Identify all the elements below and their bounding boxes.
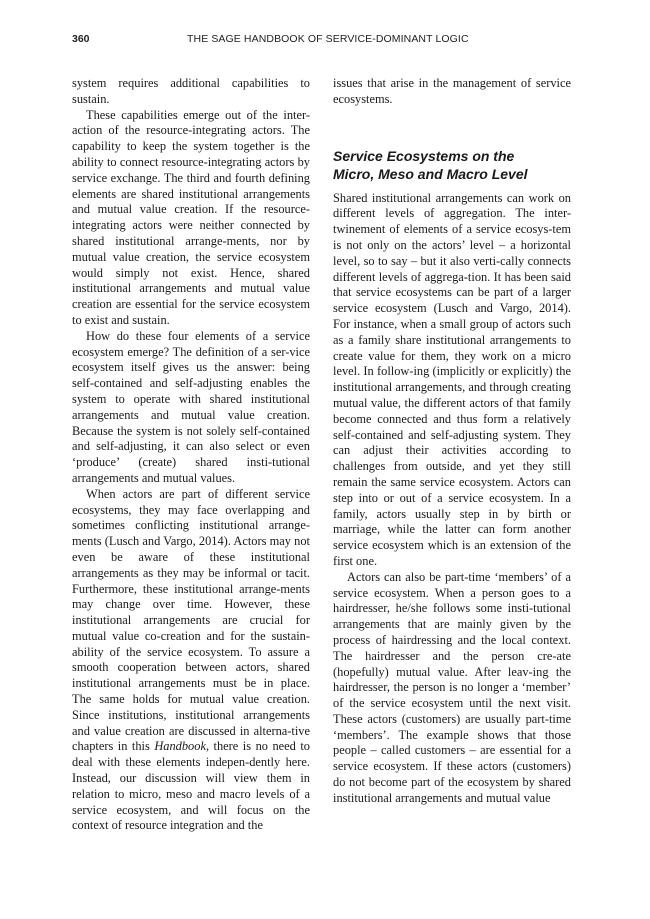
page-number: 360 <box>72 33 90 45</box>
paragraph-text: , there is no need to deal with these elements indepen-dently here. Instead, our discussion will view them in relation to micro, meso and macro levels of a service ecosystem, and will focus on the context of resource integration and the <box>72 739 310 833</box>
right-column <box>333 76 571 807</box>
paragraph: How do these four elements of a service ecosystem emerge? The definition of a ser-vice ecosystem itself gives us the answer: being self-contained and self-adjusting enables the system to operate with shared institutional arrangements and mutual value creation. Because the system is not solely self-contained and self-adjusting, it can also select or even ‘produce’ (create) shared insti-tutional arrangements and mutual values. <box>72 328 310 485</box>
paragraph <box>72 487 310 835</box>
paragraph-text: When actors are part of different service ecosystems, they may face overlapping and sometimes conflicting institutional arrange-ments (Lusch and Vargo, 2014). Actors may not even be aware of these institutional arrangements as they may be informal or tacit. Furthermore, these institutional arrange-ments may change over time. However, these institutional arrangements are crucial for mutual value co-creation and for the sustain-ability of the service ecosystem. To assure a smooth cooperation between actors, shared institutional arrangements must be in place. The same holds for mutual value creation. Since institutions, institutional arrangements and value creation are discussed in alterna-tive chapters in this <box>72 486 310 754</box>
section-heading-line: Service Ecosystems on the <box>333 147 515 164</box>
left-column <box>72 76 310 834</box>
paragraph: These capabilities emerge out of the inter-action of the resource-integrating actors. The capability to keep the system together is the ability to connect resource-integrating actors by service exchange. The third and fourth defining elements are shared institutional arrangements and mutual value creation. If the resource-integrating actors were neither connected by shared institutional arrange-ments, nor by mutual value creation, the service ecosystem would simply not exist. Hence, shared institutional arrangements and mutual value creation are essential for the service ecosystem to exist and sustain. <box>72 107 310 327</box>
running-title: THE SAGE HANDBOOK OF SERVICE-DOMINANT LOGIC <box>187 33 469 45</box>
paragraph: system requires additional capabilities to sustain. <box>72 76 310 106</box>
page-header <box>72 33 577 53</box>
section-heading <box>333 147 571 184</box>
italic-title: Handbook <box>154 739 206 754</box>
paragraph: issues that arise in the management of service ecosystems. <box>333 76 571 106</box>
paragraph: Actors can also be part-time ‘members’ of a service ecosystem. When a person goes to a hairdresser, he/she follows some insti-tutional arrangements that are mainly given by the process of hairdressing and the local context. The hairdresser and the person cre-ate (hopefully) mutual value. After leav-ing the hairdresser, the person is no longer a ‘member’ of the service ecosystem until the next visit. These actors (customers) are usually part-time ‘members’. The example shows that those people – called customers – are essential for a service ecosystem. If these actors (customers) do not become part of the ecosystem by shared institutional arrangements and mutual value <box>333 569 571 805</box>
section-heading-line: Micro, Meso and Macro Level <box>333 166 528 183</box>
paragraph: Shared institutional arrangements can work on different levels of aggregation. The inter-twinement of elements of a service ecosys-tem is not only on the actors’ level – a horizontal level, so to say – but it also verti-cally connects different levels of aggrega-tion. It has been said that service ecosystems can be part of a larger service ecosystem (Lusch and Vargo, 2014). For instance, when a small group of actors such as a family share institutional arrangements to create value for them, they work on a micro level. In follow-ing (implicitly or explicitly) the institutional arrangements, and through creating mutual value, the different actors of that family become connected and thus form a relatively self-contained and self-adjusting system. They can adjust their activities according to challenges from outside, and yet they still remain the same service ecosystem. Actors can step into or out of a service ecosystem. In a family, actors usually step in by birth or marriage, while the latter can form another service ecosystem which is an extension of the first one. <box>333 190 571 568</box>
